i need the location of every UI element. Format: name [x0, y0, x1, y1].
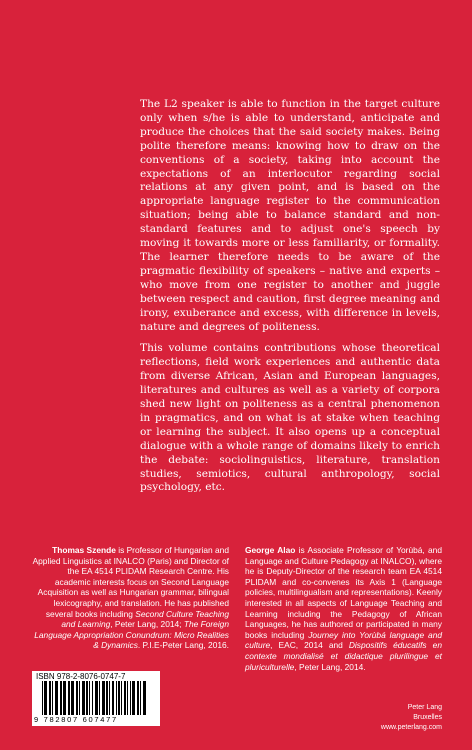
publisher-city: Bruxelles [413, 714, 442, 721]
bio-text: , Peter Lang, 2014. [294, 661, 366, 672]
back-cover-blurb [140, 98, 440, 495]
book-title: The Foreign Language Appropriation Conundrum: Micro Realities & Dynamics [34, 619, 229, 651]
publisher-name: Peter Lang [407, 704, 442, 711]
isbn-label: ISBN 978-2-8076-0747-7 [36, 672, 126, 681]
book-title: Second Culture Teaching and Learning [61, 608, 229, 630]
blurb-paragraph-2: This volume contains contributions whose theoretical reflections, field work experiences and authentic data from diverse African, Asian and European languages, literatures and cultures as well as a variety of corpora shed new light on politeness as a central phenomenon in pragmatics, and on what is at stake when teaching or learning the subject. It also opens up a conceptual dialogue with a whole range of domains likely to enrich the debate: sociolinguistics, literature, translation studies, semiotics, cultural anthropology, social psychology, etc. [140, 342, 440, 494]
barcode-icon [42, 681, 150, 715]
author-name: George Alao [245, 545, 296, 555]
author-name: Thomas Szende [52, 545, 116, 555]
bio-text: . P.I.E-Peter Lang, 2016. [137, 640, 229, 651]
publisher-url: www.peterlang.com [380, 724, 442, 731]
bio-text: is Professor of Hungarian and Applied Linguistics at INALCO (Paris) and Director of the EA 4514 PLIDAM Research Centre. His academic interests focus on Second Language Acquisition as well as Hungarian grammar, bilingual lexicography, and translation. He has published several books including [32, 545, 229, 619]
publisher-info [381, 703, 442, 733]
isbn-barcode-box [32, 671, 160, 726]
bio-text: is Associate Professor of Yorùbá, and Language and Culture Pedagogy at INALCO), where he is Deputy-Director of the research team EA 4514 PLIDAM and co-convenes its Axis 1 (Language policies, multilingualism and representations). Keenly interested in all aspects of Language Teaching and Learning including the Pedagogy of African Languages, he has authored or participated in many books including [245, 545, 442, 640]
author-bios [32, 545, 442, 672]
book-title: Journey into Yorùbá language and culture [245, 629, 443, 651]
bio-text: , Peter Lang, 2014; [110, 619, 184, 630]
bio-text: , EAC, 2014 and [270, 640, 349, 651]
bio-george-alao [245, 545, 442, 672]
barcode-digits: 9 782807 607477 [34, 715, 118, 724]
book-title: Dispositifs éducatifs en contexte mondialisé et didactique plurilingue et pluriculturelle [245, 640, 442, 672]
bio-thomas-szende [32, 545, 229, 672]
blurb-paragraph-1: The L2 speaker is able to function in the target culture only when s/he is able to understand, anticipate and produce the choices that the said society makes. Being polite therefore means: knowing how to draw on the conventions of a society, taking into account the expectations of an interlocutor regarding social relations at any given point, and is based on the appropriate language register to the communication situation; being able to balance standard and non-standard features and to adjust one's speech by moving it towards more or less familiarity, or formality. The learner therefore needs to be aware of the pragmatic flexibility of speakers – native and experts – who move from one register to another and juggle between respect and caution, first degree meaning and irony, exuberance and excess, with difference in levels, nature and degrees of politeness. [140, 98, 440, 333]
